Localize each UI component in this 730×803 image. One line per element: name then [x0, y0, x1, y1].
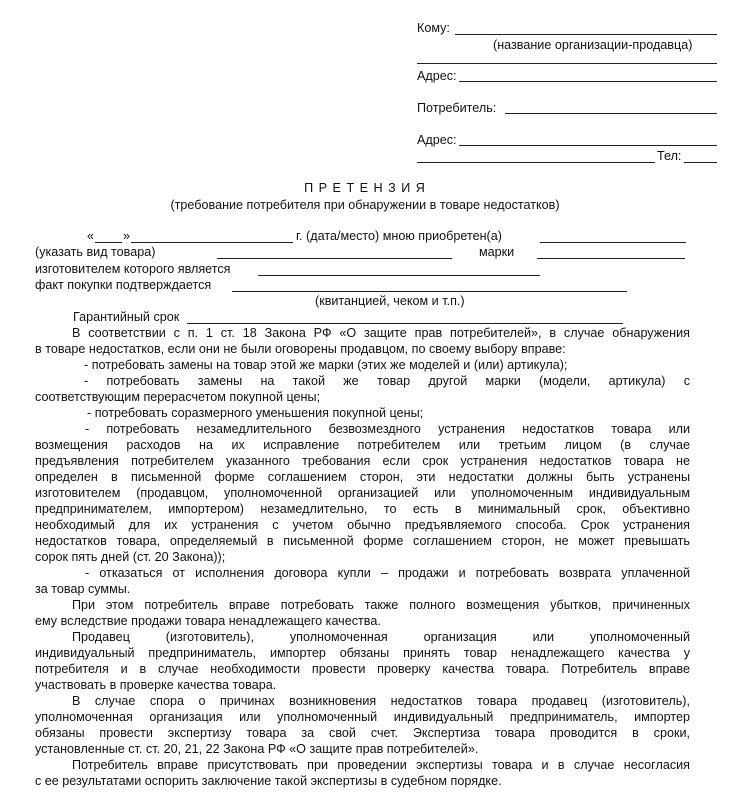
body-line-12: предпринимателем, импортером) незамедлительно, то есть в минимальный срок, объективно [35, 502, 690, 516]
to-line[interactable] [455, 34, 717, 35]
body-line-11: изготовителем (продавцом, уполномоченной организацией или уполномоченным индивидуальным [35, 486, 690, 500]
body-line-15: сорок пять дней (ст. 20 Закона)); [35, 550, 226, 564]
body-line-23: участвовать в проверке качества товара. [35, 678, 277, 692]
proof-line[interactable] [232, 291, 627, 292]
org-line[interactable] [417, 63, 717, 64]
manufacturer-text: изготовителем которого является [35, 262, 231, 276]
phone-line[interactable] [684, 162, 717, 163]
document-title: П Р Е Т Е Н З И Я [304, 181, 426, 195]
body-line-8: возмещения расходов на их исправление потребителем или третьим лицом (в случае [35, 438, 690, 452]
address2-line[interactable] [459, 145, 717, 146]
body-line-24: В случае спора о причинах возникновения недостатков товара продавец (изготовитель), [72, 694, 690, 708]
body-line-22: потребителя и в случае необходимости провести проверку качества товара. Потребитель вправе [35, 662, 690, 676]
body-line-26: обязаны провести экспертизу товара за свой счет. Экспертиза товара проводится в сроки, [35, 726, 690, 740]
body-line-14: недостатков товара, определяемый в письменной форме соглашением сторон, не может превышать [35, 534, 690, 548]
date-place-text: г. (дата/место) мною приобретен(а) [296, 229, 502, 243]
consumer-label: Потребитель: [417, 101, 497, 115]
day-line[interactable] [95, 242, 122, 243]
address2-line-continued[interactable] [417, 162, 655, 163]
body-line-2: в товаре недостатков, если они не были оговорены продавцом, по своему выбору вправе: [35, 342, 566, 356]
body-line-18: При этом потребитель вправе потребовать также полного возмещения убытков, причиненных [72, 598, 690, 612]
body-line-3: - потребовать замены на товар этой же марки (этих же моделей и (или) артикула); [84, 358, 568, 372]
phone-label: Тел: [657, 149, 682, 163]
body-line-28: Потребитель вправе присутствовать при проведении экспертизы товара и в случае несогласия [72, 758, 690, 772]
goods-type-line[interactable] [217, 258, 452, 259]
body-line-20: Продавец (изготовитель), уполномоченная организация или уполномоченный [72, 630, 690, 644]
body-line-21: индивидуальный предприниматель, импортер обязаны принять товар ненадлежащего качества у [35, 646, 690, 660]
address1-label: Адрес: [417, 69, 457, 83]
goods-type-text: (указать вид товара) [35, 245, 156, 259]
body-line-1: В соответствии с п. 1 ст. 18 Закона РФ «О защите прав потребителей», в случае обнаружения [72, 326, 690, 340]
org-caption: (название организации-продавца) [493, 38, 693, 52]
brand-text: марки [479, 245, 515, 259]
address2-label: Адрес: [417, 133, 457, 147]
month-line[interactable] [131, 242, 293, 243]
proof-caption: (квитанцией, чеком и т.п.) [315, 294, 465, 308]
body-line-9: предъявления потребителем указанного требования если срок устранения недостатков товара не [35, 454, 690, 468]
body-line-5: соответствующим перерасчетом покупной цены; [35, 390, 321, 404]
to-label: Кому: [417, 21, 450, 35]
warranty-text: Гарантийный срок [73, 310, 180, 324]
body-line-6: - потребовать соразмерного уменьшения покупной цены; [87, 406, 424, 420]
body-line-27: установленные ст. ст. 20, 21, 22 Закона РФ «О защите прав потребителей». [35, 742, 479, 756]
body-line-25: уполномоченная организация или уполномоченный индивидуальный предприниматель, импортер [35, 710, 690, 724]
date-quote-open: « [87, 229, 95, 243]
document-subtitle: (требование потребителя при обнаружении в товаре недостатков) [170, 198, 560, 212]
body-line-29: с ее результатами оспорить заключение такой экспертизы в судебном порядке. [35, 774, 502, 788]
manufacturer-line[interactable] [258, 275, 540, 276]
brand-line[interactable] [537, 258, 685, 259]
address1-line[interactable] [459, 81, 717, 82]
proof-text: факт покупки подтверждается [35, 278, 212, 292]
body-line-19: ему вследствие продажи товара ненадлежащего качества. [35, 614, 381, 628]
warranty-line[interactable] [187, 323, 623, 324]
body-line-10: определен в письменной форме соглашением сторон, эти недостатки должны быть устранены [35, 470, 690, 484]
purchased-line[interactable] [540, 242, 686, 243]
consumer-line[interactable] [505, 113, 717, 114]
body-line-7: - потребовать незамедлительного безвозмездного устранения недостатков товара или [85, 422, 690, 436]
date-quote-close: » [123, 229, 131, 243]
body-line-4: - потребовать замены на такой же товар другой марки (модели, артикула) с [84, 374, 690, 388]
body-line-17: за товар суммы. [35, 582, 131, 596]
body-line-16: - отказаться от исполнения договора купли – продажи и потребовать возврата уплаченной [85, 566, 690, 580]
body-line-13: необходимый для их устранения с учетом обычно предъявляемого способа. Срок устранения [35, 518, 690, 532]
